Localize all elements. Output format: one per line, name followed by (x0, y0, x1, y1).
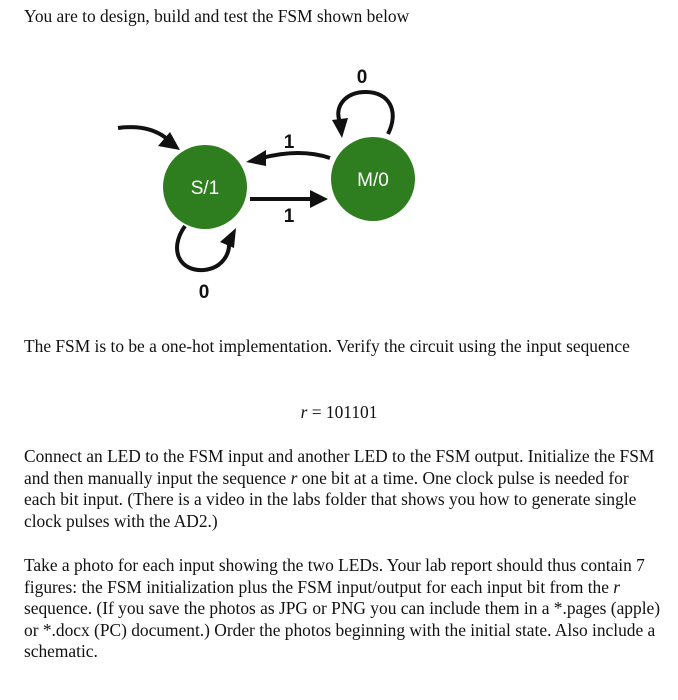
sequence-value: = 101101 (307, 402, 378, 422)
state-s-label: S/1 (190, 178, 220, 199)
fsm-state-diagram (0, 0, 678, 330)
state-s (163, 145, 247, 229)
photo-instructions (24, 555, 664, 663)
state-m (331, 137, 415, 221)
onehot-text: The FSM is to be a one-hot implementation. Verify the circuit using the input sequence (24, 336, 630, 356)
s-self-loop-label: 0 (198, 282, 210, 303)
input-sequence (0, 402, 678, 424)
s-self-loop-arrow (177, 226, 236, 270)
photo-sequence-variable: r (613, 576, 621, 597)
led-sequence-variable: r (290, 467, 298, 488)
m-self-loop-arrow (332, 92, 393, 138)
led-text-part1: Connect an LED to the FSM input and another LED to the FSM output. Initialize the FSM and then manually input the sequence (24, 446, 655, 488)
sequence-variable: r (300, 402, 308, 422)
m-self-loop-label: 0 (356, 67, 368, 88)
s-to-m-label: 1 (283, 206, 295, 227)
initial-state-arrow (118, 127, 180, 150)
led-text-part2: one bit at a time. One clock pulse is needed for each bit input. (There is a video in the labs folder that shows you how to generate single clock pulses with the AD2.) (24, 467, 637, 531)
photo-text-part1: Take a photo for each input showing the two LEDs. Your lab report should thus contain 7 figures: the FSM initialization plus the FSM input/output for each input bit from the (24, 555, 645, 597)
photo-text-part2: sequence. (If you save the photos as JPG or PNG you can include them in a *.pages (apple) or *.docx (PC) document.) Order the photos beginning with the initial state. Also include a schematic. (24, 598, 661, 661)
intro-text: You are to design, build and test the FSM shown below (24, 6, 410, 26)
state-m-label: M/0 (357, 170, 389, 191)
m-to-s-label: 1 (283, 132, 295, 153)
led-instructions (24, 446, 664, 532)
